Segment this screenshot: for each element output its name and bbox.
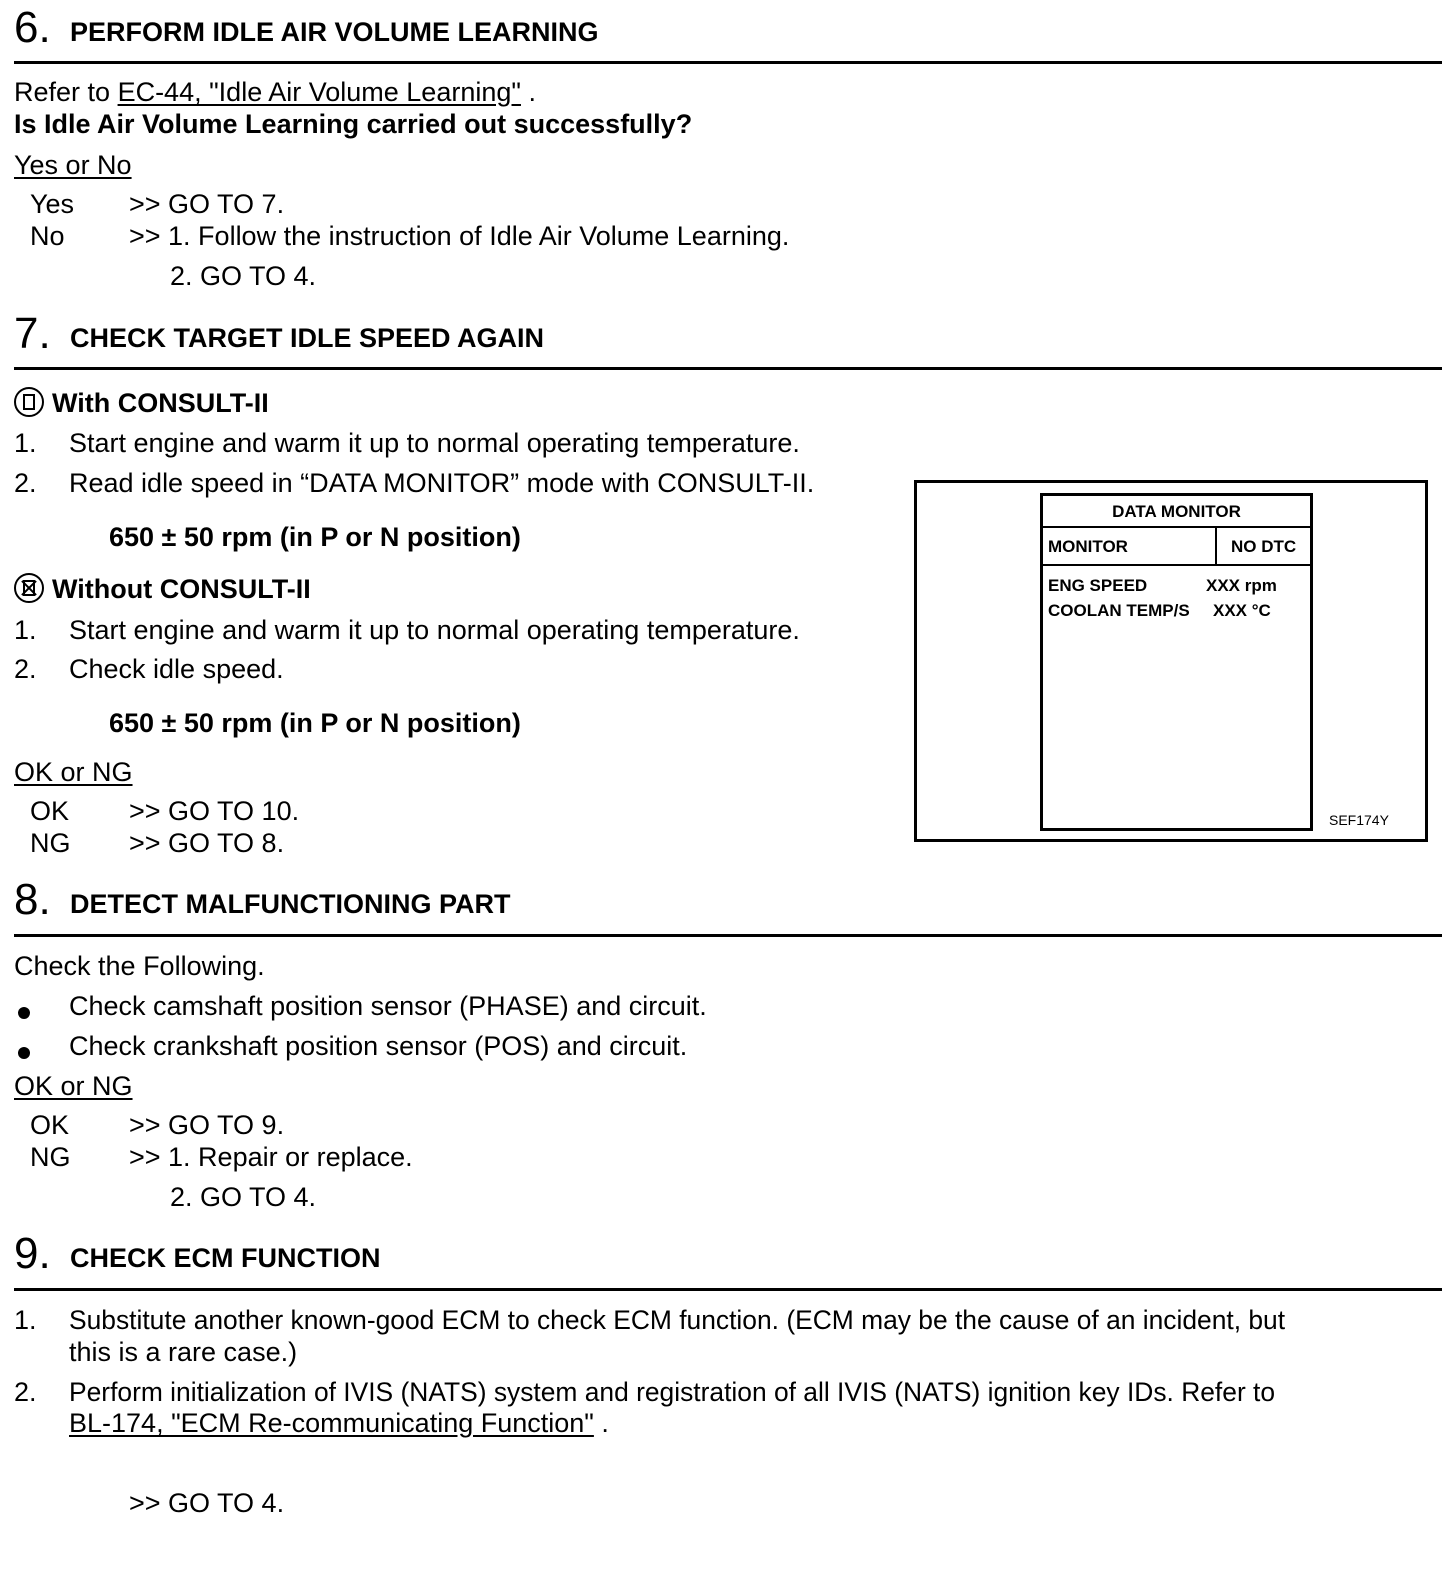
step-9-number: 9. bbox=[14, 1229, 51, 1278]
step-6-number: 6. bbox=[14, 3, 51, 52]
with-item-1-number: 1. bbox=[14, 428, 37, 458]
step-9-item-1-number: 1. bbox=[14, 1305, 37, 1335]
with-item-2-number: 2. bbox=[14, 468, 37, 498]
step-9-link-suffix: . bbox=[601, 1408, 609, 1438]
spec-without-consult: 650 ± 50 rpm (in P or N position) bbox=[109, 708, 521, 738]
step-9-item-2-line-1: Perform initialization of IVIS (NATS) system and registration of all IVIS (NATS) ignition key IDs. Refer to bbox=[69, 1377, 1276, 1407]
step-6-title: PERFORM IDLE AIR VOLUME LEARNING bbox=[70, 17, 599, 47]
no-consult-icon bbox=[14, 573, 44, 603]
without-item-2-number: 2. bbox=[14, 654, 37, 684]
step-8-ng-label: NG bbox=[30, 1142, 71, 1172]
figure-header: DATA MONITOR bbox=[1112, 502, 1241, 521]
figure-row-1-name: ENG SPEED bbox=[1048, 576, 1148, 595]
no-action-2: 2. GO TO 4. bbox=[170, 261, 317, 291]
step-9-item-2-line-2 bbox=[69, 1407, 609, 1439]
bullet-2-icon bbox=[18, 1046, 30, 1064]
refer-prefix: Refer to bbox=[14, 77, 111, 107]
yes-label: Yes bbox=[30, 189, 75, 219]
step-6-refer bbox=[14, 76, 536, 108]
bullet-1-icon bbox=[18, 1006, 30, 1024]
refer-suffix: . bbox=[528, 77, 536, 107]
figure-header-rule bbox=[1043, 526, 1310, 528]
step-9-rule bbox=[14, 1288, 1442, 1291]
consult-screen bbox=[1040, 493, 1313, 831]
without-consult-label: Without CONSULT-II bbox=[52, 574, 311, 604]
with-item-1: Start engine and warm it up to normal operating temperature. bbox=[69, 428, 800, 458]
step-6-choice-label: Yes or No bbox=[14, 150, 132, 180]
data-monitor-figure bbox=[914, 480, 1428, 842]
step-7-number: 7. bbox=[14, 309, 51, 358]
figure-code: SEF174Y bbox=[1329, 812, 1389, 828]
step-8-rule bbox=[14, 934, 1442, 937]
no-label: No bbox=[30, 221, 65, 251]
without-item-1-number: 1. bbox=[14, 615, 37, 645]
figure-monitor-label: MONITOR bbox=[1048, 537, 1128, 556]
bullet-2: Check crankshaft position sensor (POS) and circuit. bbox=[69, 1031, 688, 1061]
with-consult-label: With CONSULT-II bbox=[52, 388, 269, 418]
step-7-ok-label: OK bbox=[30, 796, 70, 826]
step-8-number: 8. bbox=[14, 875, 51, 924]
step-7-title: CHECK TARGET IDLE SPEED AGAIN bbox=[70, 323, 545, 353]
bullet-1: Check camshaft position sensor (PHASE) and circuit. bbox=[69, 991, 707, 1021]
step-8-ok-label: OK bbox=[30, 1110, 70, 1140]
figure-row-1-value: XXX rpm bbox=[1206, 576, 1277, 595]
refer-link-bl174[interactable]: BL-174, "ECM Re-communicating Function" bbox=[69, 1408, 594, 1438]
with-consult-heading bbox=[14, 387, 269, 419]
without-item-2: Check idle speed. bbox=[69, 654, 284, 684]
step-8-ng-action-2: 2. GO TO 4. bbox=[170, 1182, 317, 1212]
step-9-title: CHECK ECM FUNCTION bbox=[70, 1243, 381, 1273]
step-8-title: DETECT MALFUNCTIONING PART bbox=[70, 889, 511, 919]
figure-cell-divider bbox=[1215, 526, 1217, 564]
step-7-ok-action: >> GO TO 10. bbox=[129, 796, 300, 826]
yes-action: >> GO TO 7. bbox=[129, 189, 285, 219]
step-8-ng-action-1: >> 1. Repair or replace. bbox=[129, 1142, 413, 1172]
step-9-final-action: >> GO TO 4. bbox=[129, 1488, 285, 1518]
without-item-1: Start engine and warm it up to normal operating temperature. bbox=[69, 615, 800, 645]
step-7-rule bbox=[14, 367, 1442, 370]
step-9-item-2-number: 2. bbox=[14, 1377, 37, 1407]
step-8-intro: Check the Following. bbox=[14, 951, 265, 981]
figure-row-rule bbox=[1043, 564, 1310, 566]
step-9-item-1-line-1: Substitute another known-good ECM to check ECM function. (ECM may be the cause of an incident, but bbox=[69, 1305, 1286, 1335]
step-6-rule bbox=[14, 61, 1442, 64]
no-action-1: >> 1. Follow the instruction of Idle Air Volume Learning. bbox=[129, 221, 790, 251]
figure-status: NO DTC bbox=[1231, 537, 1297, 556]
figure-row-2-value: XXX °C bbox=[1213, 601, 1271, 620]
step-8-ok-action: >> GO TO 9. bbox=[129, 1110, 285, 1140]
step-7-ng-action: >> GO TO 8. bbox=[129, 828, 285, 858]
refer-link-ec44[interactable]: EC-44, "Idle Air Volume Learning" bbox=[117, 77, 521, 107]
step-8-choice-label: OK or NG bbox=[14, 1071, 133, 1101]
consult-tool-icon bbox=[14, 387, 44, 417]
with-item-2: Read idle speed in “DATA MONITOR” mode with CONSULT-II. bbox=[69, 468, 815, 498]
without-consult-heading bbox=[14, 573, 311, 605]
step-6-question: Is Idle Air Volume Learning carried out successfully? bbox=[14, 109, 693, 139]
step-7-ng-label: NG bbox=[30, 828, 71, 858]
step-9-item-1-line-2: this is a rare case.) bbox=[69, 1337, 298, 1367]
step-7-choice-label: OK or NG bbox=[14, 757, 133, 787]
spec-with-consult: 650 ± 50 rpm (in P or N position) bbox=[109, 522, 521, 552]
figure-row-2-name: COOLAN TEMP/S bbox=[1048, 601, 1190, 620]
